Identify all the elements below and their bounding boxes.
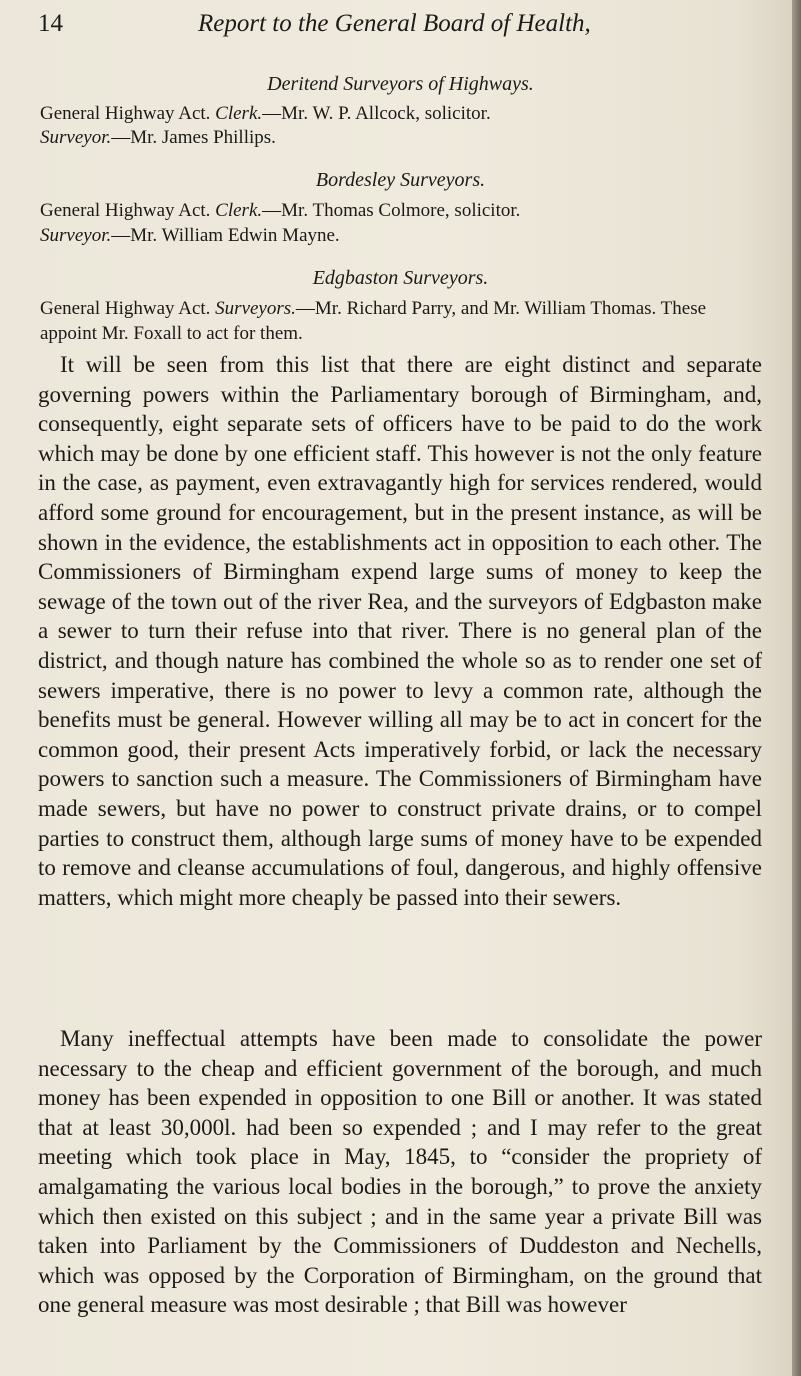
role-holder: —Mr. William Edwin Mayne. [111, 225, 340, 246]
deritend-surveyor-line [40, 125, 760, 150]
deritend-clerk-line [40, 101, 760, 126]
page-number: 14 [38, 10, 63, 37]
body-paragraph-2: Many ineffectual attempts have been made to consolidate the power necessary to the cheap and efficient government of the borough, and much money has been expended in opposition to one Bill or another. It was stated that at least 30,000l. had been so expended ; and I may refer to the great meeting which took place in May, 1845, to “consider the propriety of amalgamating the various local bodies in the borough,” to prove the anxiety which then existed on this subject ; and in the same year a private Bill was taken into Parliament by the Commissioners of Duddeston and Nechells, which was opposed by the Corporation of Birmingham, on the ground that one general measure was most desirable ; that Bill was however [38, 1026, 762, 1318]
section-heading-edgbaston: Edgbaston Surveyors. [312, 267, 489, 289]
edgbaston-surveyors-line [40, 296, 760, 346]
running-title: Report to the General Board of Health, [198, 10, 591, 37]
act-name: General Highway Act. [40, 103, 211, 124]
act-name: General Highway Act. [40, 200, 211, 221]
section-heading-deritend: Deritend Surveyors of Highways. [267, 73, 534, 95]
role-label: Surveyors. [215, 298, 296, 319]
act-name: General Highway Act. [40, 298, 211, 319]
body-paragraph-1: It will be seen from this list that there are eight distinct and separate governing powers within the Parliamentary borough of Birmingham, and, consequently, eight separate sets of officers have to be paid to do the work which may be done by one efficient staff. This however is not the only feature in the case, as payment, even extravagantly high for services rendered, would afford some ground for encouragement, but in the present instance, as will be shown in the evidence, the establishments act in opposition to each other. The Commissioners of Birmingham expend large sums of money to keep the sewage of the town out of the river Rea, and the surveyors of Edgbaston make a sewer to turn their refuse into that river. There is no general plan of the district, and though nature has combined the whole so as to render one set of sewers imperative, there is no power to levy a common rate, although the benefits must be general. However willing all may be to act in concert for the common good, their present Acts imperatively forbid, or lack the necessary powers to sanction such a measure. The Commissioners of Birmingham have made sewers, but have no power to construct private drains, or to compel parties to construct them, although large sums of money have to be expended to remove and cleanse accumulations of foul, dangerous, and highly offensive matters, which might more cheaply be passed into their sewers. [38, 352, 762, 910]
role-label: Clerk. [215, 200, 263, 221]
section-heading-bordesley: Bordesley Surveyors. [315, 169, 486, 191]
role-holder: —Mr. W. P. Allcock, solicitor. [262, 103, 491, 124]
role-holder: —Mr. Thomas Colmore, solicitor. [262, 200, 521, 221]
role-holder: —Mr. James Phillips. [111, 127, 276, 148]
page-edge [792, 0, 801, 1376]
bordesley-clerk-line [40, 198, 760, 223]
role-label: Clerk. [215, 103, 263, 124]
role-holder: —Mr. Richard Parry, and Mr. William Thomas. These appoint Mr. Foxall to act for them. [40, 298, 707, 344]
role-label: Surveyor. [40, 127, 112, 148]
role-label: Surveyor. [40, 225, 112, 246]
bordesley-surveyor-line [40, 223, 760, 248]
page-header [38, 10, 773, 40]
